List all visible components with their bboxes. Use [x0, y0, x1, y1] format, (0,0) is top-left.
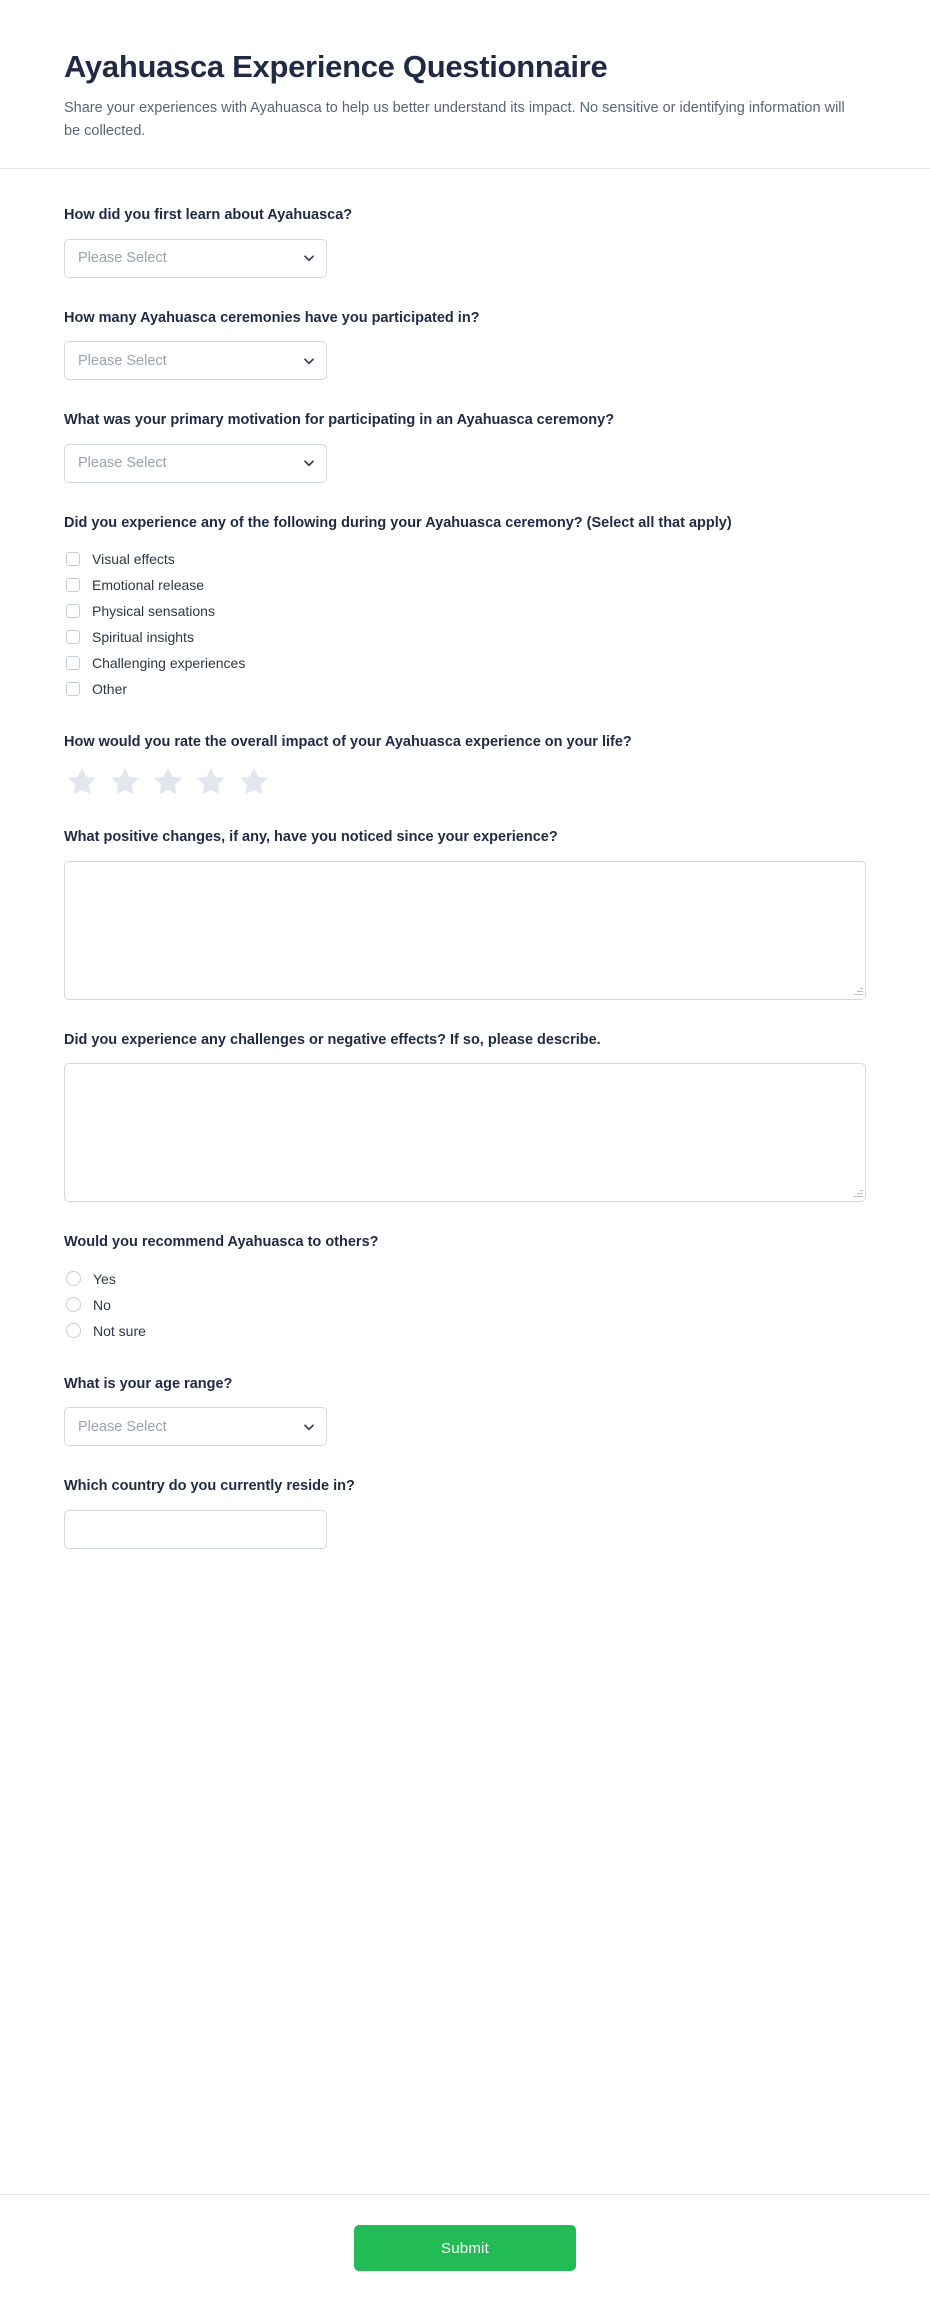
radio-row[interactable]: [64, 1266, 866, 1292]
radio-row[interactable]: [64, 1318, 866, 1344]
field-recommend: [64, 1232, 866, 1344]
select-motivation-wrap: [64, 444, 327, 483]
select-ceremonies-count[interactable]: [64, 341, 327, 380]
checkbox-row[interactable]: [64, 650, 866, 676]
field-rating: [64, 732, 866, 797]
star-icon[interactable]: [238, 766, 270, 797]
question-label-country: Which country do you currently reside in?: [64, 1478, 355, 1495]
resize-handle-icon[interactable]: [852, 986, 863, 997]
checkbox-icon[interactable]: [66, 630, 80, 644]
checkbox-icon[interactable]: [66, 578, 80, 592]
select-ceremonies-count-value: Please Select: [78, 352, 167, 369]
question-label-challenges: Did you experience any challenges or negative effects? If so, please describe.: [64, 1031, 601, 1048]
checkbox-icon[interactable]: [66, 682, 80, 696]
radio-icon[interactable]: [66, 1271, 81, 1286]
question-label-rating: How would you rate the overall impact of your Ayahuasca experience on your life?: [64, 734, 632, 751]
star-icon[interactable]: [66, 766, 98, 797]
checkbox-label: Challenging experiences: [92, 655, 246, 672]
field-learn-about: [64, 205, 866, 278]
page-subtitle: Share your experiences with Ayahuasca to help us better understand its impact. No sensitive or identifying information will be collected.: [64, 100, 845, 139]
radio-icon[interactable]: [66, 1323, 81, 1338]
question-label-experiences: Did you experience any of the following during your Ayahuasca ceremony? (Select all that apply): [64, 514, 732, 531]
question-label-age-range: What is your age range?: [64, 1375, 233, 1392]
checkbox-label: Spiritual insights: [92, 629, 194, 646]
select-learn-about-value: Please Select: [78, 250, 167, 267]
checkbox-icon[interactable]: [66, 656, 80, 670]
checkbox-label: Visual effects: [92, 551, 175, 568]
field-experiences: [64, 513, 866, 703]
field-country: [64, 1476, 866, 1549]
select-learn-about[interactable]: [64, 239, 327, 278]
question-label-positive-changes: What positive changes, if any, have you noticed since your experience?: [64, 829, 558, 846]
radio-label: Not sure: [93, 1322, 146, 1339]
radio-group-recommend: [64, 1266, 866, 1344]
form-body: [0, 169, 930, 2160]
field-positive-changes: [64, 827, 866, 1000]
textarea-challenges[interactable]: [64, 1063, 866, 1202]
select-motivation-value: Please Select: [78, 455, 167, 472]
resize-handle-icon[interactable]: [852, 1188, 863, 1199]
checkbox-icon[interactable]: [66, 604, 80, 618]
question-label-ceremonies-count: How many Ayahuasca ceremonies have you participated in?: [64, 309, 480, 326]
question-label-recommend: Would you recommend Ayahuasca to others?: [64, 1234, 379, 1251]
field-motivation: [64, 410, 866, 483]
select-age-range[interactable]: [64, 1407, 327, 1446]
radio-label: No: [93, 1296, 111, 1313]
form-header: [0, 0, 930, 169]
form-footer: [0, 2194, 930, 2311]
star-icon[interactable]: [152, 766, 184, 797]
select-age-range-wrap: [64, 1407, 327, 1446]
checkbox-row[interactable]: [64, 598, 866, 624]
select-ceremonies-count-wrap: [64, 341, 327, 380]
checkbox-row[interactable]: [64, 624, 866, 650]
radio-icon[interactable]: [66, 1297, 81, 1312]
checkbox-group-experiences: [64, 546, 866, 702]
checkbox-label: Physical sensations: [92, 603, 215, 620]
select-motivation[interactable]: [64, 444, 327, 483]
checkbox-row[interactable]: [64, 572, 866, 598]
field-challenges: [64, 1030, 866, 1203]
field-ceremonies-count: [64, 308, 866, 381]
textarea-positive-changes[interactable]: [64, 861, 866, 1000]
checkbox-label: Other: [92, 681, 128, 698]
select-age-range-value: Please Select: [78, 1418, 167, 1435]
star-icon[interactable]: [109, 766, 141, 797]
checkbox-icon[interactable]: [66, 552, 80, 566]
checkbox-label: Emotional release: [92, 577, 205, 594]
checkbox-row[interactable]: [64, 676, 866, 702]
submit-button[interactable]: Submit: [354, 2225, 576, 2271]
country-input[interactable]: [64, 1510, 327, 1549]
select-learn-about-wrap: [64, 239, 327, 278]
radio-label: Yes: [93, 1270, 116, 1287]
checkbox-row[interactable]: [64, 546, 866, 572]
field-age-range: [64, 1374, 866, 1447]
page-title: Ayahuasca Experience Questionnaire: [64, 49, 608, 84]
radio-row[interactable]: [64, 1292, 866, 1318]
question-label-motivation: What was your primary motivation for participating in an Ayahuasca ceremony?: [64, 412, 615, 429]
star-icon[interactable]: [195, 766, 227, 797]
question-label-learn-about: How did you first learn about Ayahuasca?: [64, 207, 353, 224]
star-rating-group: [64, 766, 866, 797]
